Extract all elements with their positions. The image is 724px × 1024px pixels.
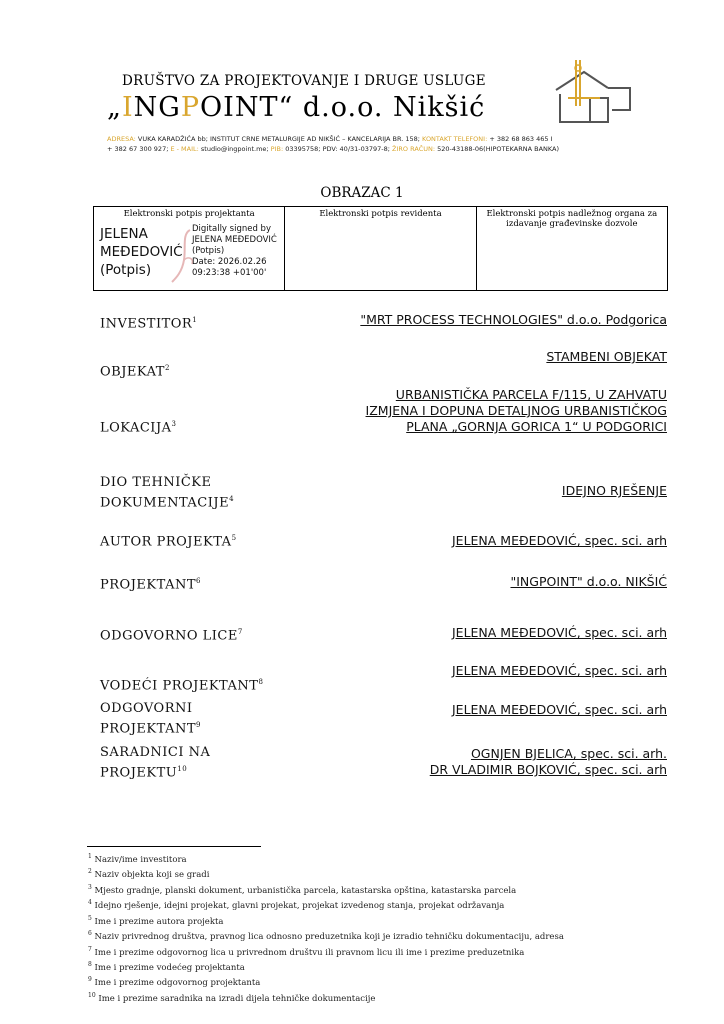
- footnote-item: $^3$ Mjesto gradnje, planski dokument, urbanistička parcela, katastarska opština, katastarska parcela: [88, 883, 517, 896]
- label-odgovorni-projektant: ODGOVORNI PROJEKTANT$^9$: [100, 701, 201, 737]
- company-description: DRUŠTVO ZA PROJEKTOVANJE I DRUGE USLUGE: [122, 73, 486, 89]
- col-header-designer: Elektronski potpis projektanta: [123, 209, 255, 219]
- footnote-item: $^2$ Naziv objekta koji se gradi: [88, 868, 210, 881]
- label-odgovorno-lice: ODGOVORNO LICE$^7$: [100, 628, 243, 644]
- value-lokacija: URBANISTIČKA PARCELA F/115, U ZAHVATU IZMJENA I DOPUNA DETALJNOG URBANISTIČKOG PLANA „GORNJA GORICA 1“ U PODGORICI: [365, 387, 667, 434]
- label-projektant: PROJEKTANT$^6$: [100, 577, 201, 593]
- footnote-item: $^9$ Ime i prezime odgovornog projektanta: [88, 976, 261, 989]
- contact-info: ADRESA: VUKA KARADŽIĆA bb; INSTITUT CRNE METALURGIJE AD NIKŠIĆ – KANCELARIJA BR. 158; KONTAKT TELEFONI: + 382 68 863 465 I + 382 67 300 927; E - MAIL: studio@ingpoint.me; PIB: 03395758; PDV: 40/31-03797-8; ŽIRO RAČUN: 520-43188-06(HIPOTEKARNA BANKA): [107, 135, 560, 153]
- footnote-item: $^4$ Idejno rješenje, idejni projekat, glavni projekat, projekat izvedenog stanja, projekat održavanja: [88, 899, 505, 912]
- value-vodeci-projektant: JELENA MEĐEDOVIĆ, spec. sci. arh: [451, 663, 667, 678]
- company-brand-name: „INGPOINT“ d.o.o. Nikšić: [107, 92, 486, 123]
- footnote-item: $^5$ Ime i prezime autora projekta: [88, 914, 224, 927]
- footnote-item: $^8$ Ime i prezime vodećeg projektanta: [88, 960, 245, 973]
- value-dio-tehnicke: IDEJNO RJEŠENJE: [561, 483, 667, 498]
- value-odgovorni-projektant: JELENA MEĐEDOVIĆ, spec. sci. arh: [451, 702, 667, 717]
- value-objekat: STAMBENI OBJEKAT: [546, 349, 667, 364]
- form-title: OBRAZAC 1: [320, 185, 404, 201]
- footnote-item: $^{10}$ Ime i prezime saradnika na izradi dijela tehničke dokumentacije: [88, 991, 376, 1004]
- label-autor-projekta: AUTOR PROJEKTA$^5$: [100, 534, 237, 550]
- label-objekat: OBJEKAT$^2$: [100, 364, 170, 380]
- label-lokacija: LOKACIJA$^3$: [100, 420, 177, 436]
- signature-cell-reviewer[interactable]: [285, 207, 476, 291]
- footnote-item: $^1$ Naziv/ime investitora: [88, 853, 187, 865]
- company-logo-icon: [550, 58, 660, 138]
- footnote-divider: [87, 846, 261, 847]
- footnotes: [88, 851, 564, 1005]
- label-saradnici: SARADNICI NA PROJEKTU$^{10}$: [100, 745, 211, 781]
- digital-signature-details: Digitally signed by JELENA MEĐEDOVIĆ (Potpis) Date: 2026.02.26 09:23:38 +01'00': [192, 224, 277, 278]
- label-vodeci-projektant: VODEĆI PROJEKTANT$^8$: [100, 678, 264, 694]
- footnote-item: $^6$ Naziv privrednog društva, pravnog lica odnosno preduzetnika koji je izradio tehničku dokumentaciju, adresa: [88, 930, 564, 942]
- col-header-reviewer: Elektronski potpis revidenta: [319, 209, 442, 219]
- value-investitor: "MRT PROCESS TECHNOLOGIES" d.o.o. Podgorica: [360, 312, 667, 327]
- value-autor-projekta: JELENA MEĐEDOVIĆ, spec. sci. arh: [451, 533, 667, 548]
- signer-name: JELENA MEĐEDOVIĆ (Potpis): [100, 226, 183, 278]
- label-investitor: INVESTITOR$^1$: [100, 316, 198, 332]
- signature-cell-authority[interactable]: [476, 207, 667, 291]
- footnote-item: $^7$ Ime i prezime odgovornog lica u privrednom društvu ili pravnom licu ili ime i prezime preduzetnika: [88, 945, 525, 958]
- label-dio-tehnicke: DIO TEHNIČKE DOKUMENTACIJE$^4$: [100, 475, 235, 511]
- value-odgovorno-lice: JELENA MEĐEDOVIĆ, spec. sci. arh: [451, 625, 667, 640]
- value-saradnici: OGNJEN BJELICA, spec. sci. arh. DR VLADIMIR BOJKOVIĆ, spec. sci. arh: [429, 746, 667, 777]
- col-header-authority: Elektronski potpis nadležnog organa za izdavanje građevinske dozvole: [486, 209, 658, 229]
- value-projektant: "INGPOINT" d.o.o. NIKŠIĆ: [510, 574, 667, 589]
